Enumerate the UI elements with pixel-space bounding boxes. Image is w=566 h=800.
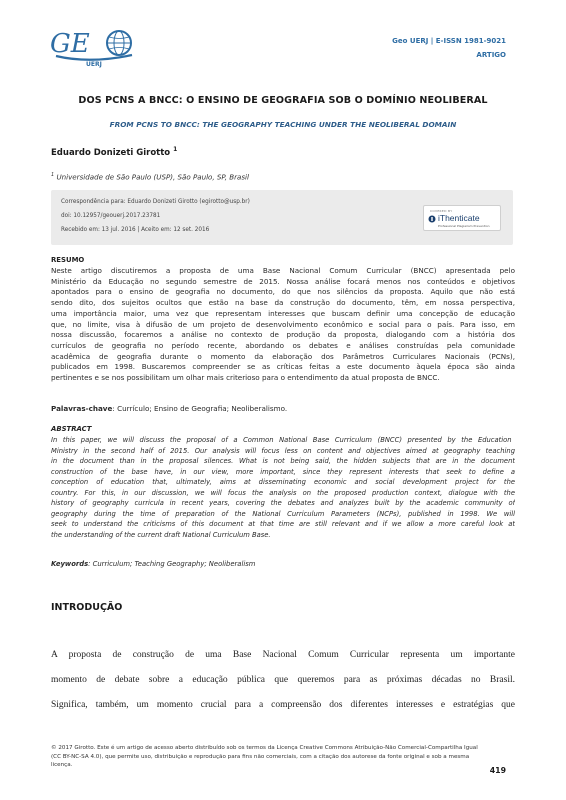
abstract-line: conception of education that, ultimately, aims at disseminating economic and social development project for the — [51, 478, 515, 486]
journal-name: Geo UERJ | E-ISSN 1981-9021 — [392, 37, 506, 45]
author-affiliation — [51, 172, 249, 181]
ithenticate-name: iThenticate — [438, 213, 480, 223]
resumo-text — [51, 266, 515, 384]
resumo-line: acadêmica de geografia durante o momento da elaboração dos Parâmetros Curriculares Nacionais (PCNs), — [51, 351, 515, 361]
license-line: © 2017 Girotto. Este é um artigo de acesso aberto distribuído sob os termos da Licença Creative Commons Atribuição-Não Comercial- — [51, 745, 428, 751]
ithenticate-badge[interactable] — [423, 205, 501, 231]
dates-line: Recebido em: 13 jul. 2016 | Aceito em: 12 set. 2016 — [61, 227, 210, 233]
resumo-line: publicados em 1998. Buscaremos compreender se as críticas feitas a este documento àquela época são ainda — [51, 362, 515, 372]
ithenticate-covered-label: COVERED BY — [430, 209, 453, 213]
introducao-heading: INTRODUÇÃO — [51, 602, 123, 613]
abstract-line: the understanding of the current draft National Curriculum Base. — [51, 530, 271, 539]
svg-text:GE: GE — [50, 29, 90, 59]
abstract-text — [51, 435, 515, 540]
keywords-label: Keywords — [51, 560, 89, 568]
affiliation-sup: 1 — [51, 172, 55, 178]
introducao-line: A proposta de construção de uma Base Nacional Comum Curricular representa um importante — [51, 650, 515, 660]
introducao-line: Significa, também, um momento crucial para a compreensão dos diferentes interesses e estratégias que — [51, 700, 515, 710]
correspondence-line: Correspondência para: Eduardo Donizeti Girotto (egirotto@usp.br) — [61, 199, 250, 205]
resumo-line: Ministério da Educação no segundo semestre de 2015. Nossa análise focará menos nos conteúdos e objetivos — [51, 276, 515, 286]
abstract-line: In this paper, we will discuss the proposal of a Common National Base Curriculum (BNCC) presented by the Education — [51, 436, 512, 444]
journal-logo — [50, 28, 140, 68]
author-name — [51, 146, 177, 158]
abstract-line: history of geography curricula in recent years, covering the debates and analyzes built by the academic community of — [51, 499, 515, 507]
page-number: 419 — [489, 766, 506, 775]
author-sup: 1 — [173, 146, 178, 153]
article-type: ARTIGO — [476, 51, 506, 59]
article-title: DOS PCNS A BNCC: O ENSINO DE GEOGRAFIA SOB O DOMÍNIO NEOLIBERAL — [78, 95, 488, 106]
palavras-chave-values: : Currículo; Ensino de Geografia; Neoliberalismo. — [112, 404, 288, 413]
abstract-line: country. For this, in our discussion, we will focus the analysis on the proposed production context, dialogue with the — [51, 488, 515, 497]
affiliation-text: Universidade de São Paulo (USP), São Paulo, SP, Brasil — [56, 172, 249, 182]
abstract-line: construction of the base have, in our view, more important, since they represent interests that seek to define a — [51, 467, 515, 476]
ithenticate-mark-icon — [428, 215, 436, 223]
keywords — [51, 560, 255, 568]
resumo-line: que, no limite, visa à difusão de um projeto de desenvolvimento econômico e social para o país. Para isso, em — [51, 319, 515, 329]
resumo-line: sendo dito, dos sujeitos ocultos que estão na base da construção do documento, têm, em nossa perspectiva, — [51, 298, 515, 308]
resumo-line: uma importância maior, uma vez que representam interesses que buscam definir uma concepção de educação — [51, 308, 515, 318]
license-line: e da fonte original e sob a mesma licença. — [51, 753, 470, 769]
license-line: Compartilha Igual (CC BY-NC-SA 4.0), que permite uso, distribuição e reprodução para fins não comerciais, com a citação dos autores — [51, 745, 478, 760]
resumo-line: Neste artigo discutiremos a proposta de uma Base Nacional Comum Curricular (BNCC) apresentada pelo — [51, 266, 515, 275]
resumo-line: apontados para o ensino de geografia no documento, do que nos silêncios da proposta. Aquilo que não está — [51, 287, 515, 297]
introducao-text — [51, 650, 515, 710]
geo-uerj-logo-icon — [50, 28, 140, 68]
journal-header — [392, 34, 506, 62]
ithenticate-tagline: Professional Plagiarism Prevention — [438, 224, 490, 228]
resumo-line: currículos de geografia no período recente, abordando os debates e análises construídas pela comunidade — [51, 340, 515, 350]
abstract-heading: ABSTRACT — [51, 425, 92, 433]
author-name-text: Eduardo Donizeti Girotto — [51, 147, 171, 158]
introducao-line: momento de debate sobre a educação pública que queremos para as próximas décadas no Brasil. — [51, 675, 515, 685]
abstract-line: geography during the time of preparation of the National Curriculum Parameters (NCPs), published in 1998. We will — [51, 509, 515, 518]
resumo-line: nossa discussão, focaremos a análise no contexto de produção da proposta, dialogando com a história dos — [51, 330, 515, 340]
abstract-line: seek to understand the criticisms of this document at that time are still relevant and if we allow a more careful look at — [51, 520, 515, 528]
palavras-chave-label: Palavras-chave — [51, 404, 113, 413]
resumo-heading: RESUMO — [51, 256, 85, 264]
abstract-line: Ministry in the second half of 2015. Our analysis will focus less on content and objectives aimed at geography teaching — [51, 446, 515, 455]
doi-link[interactable]: doi: 10.12957/geouerj.2017.23781 — [61, 213, 161, 219]
abstract-line: in the document than in the proposal silences. What is not being said, the hidden subjects that are in the document — [51, 457, 515, 465]
svg-text:UERJ: UERJ — [86, 61, 102, 68]
article-subtitle: FROM PCNS TO BNCC: THE GEOGRAPHY TEACHING UNDER THE NEOLIBERAL DOMAIN — [109, 120, 457, 129]
license-footer — [51, 744, 481, 770]
keywords-values: : Curriculum; Teaching Geography; Neoliberalism — [88, 560, 256, 568]
resumo-line: pertinentes e se nos possibilitam um olhar mais criterioso para o entendimento da atual proposta de BNCC. — [51, 373, 440, 383]
article-info-box — [51, 190, 513, 245]
palavras-chave — [51, 404, 287, 413]
